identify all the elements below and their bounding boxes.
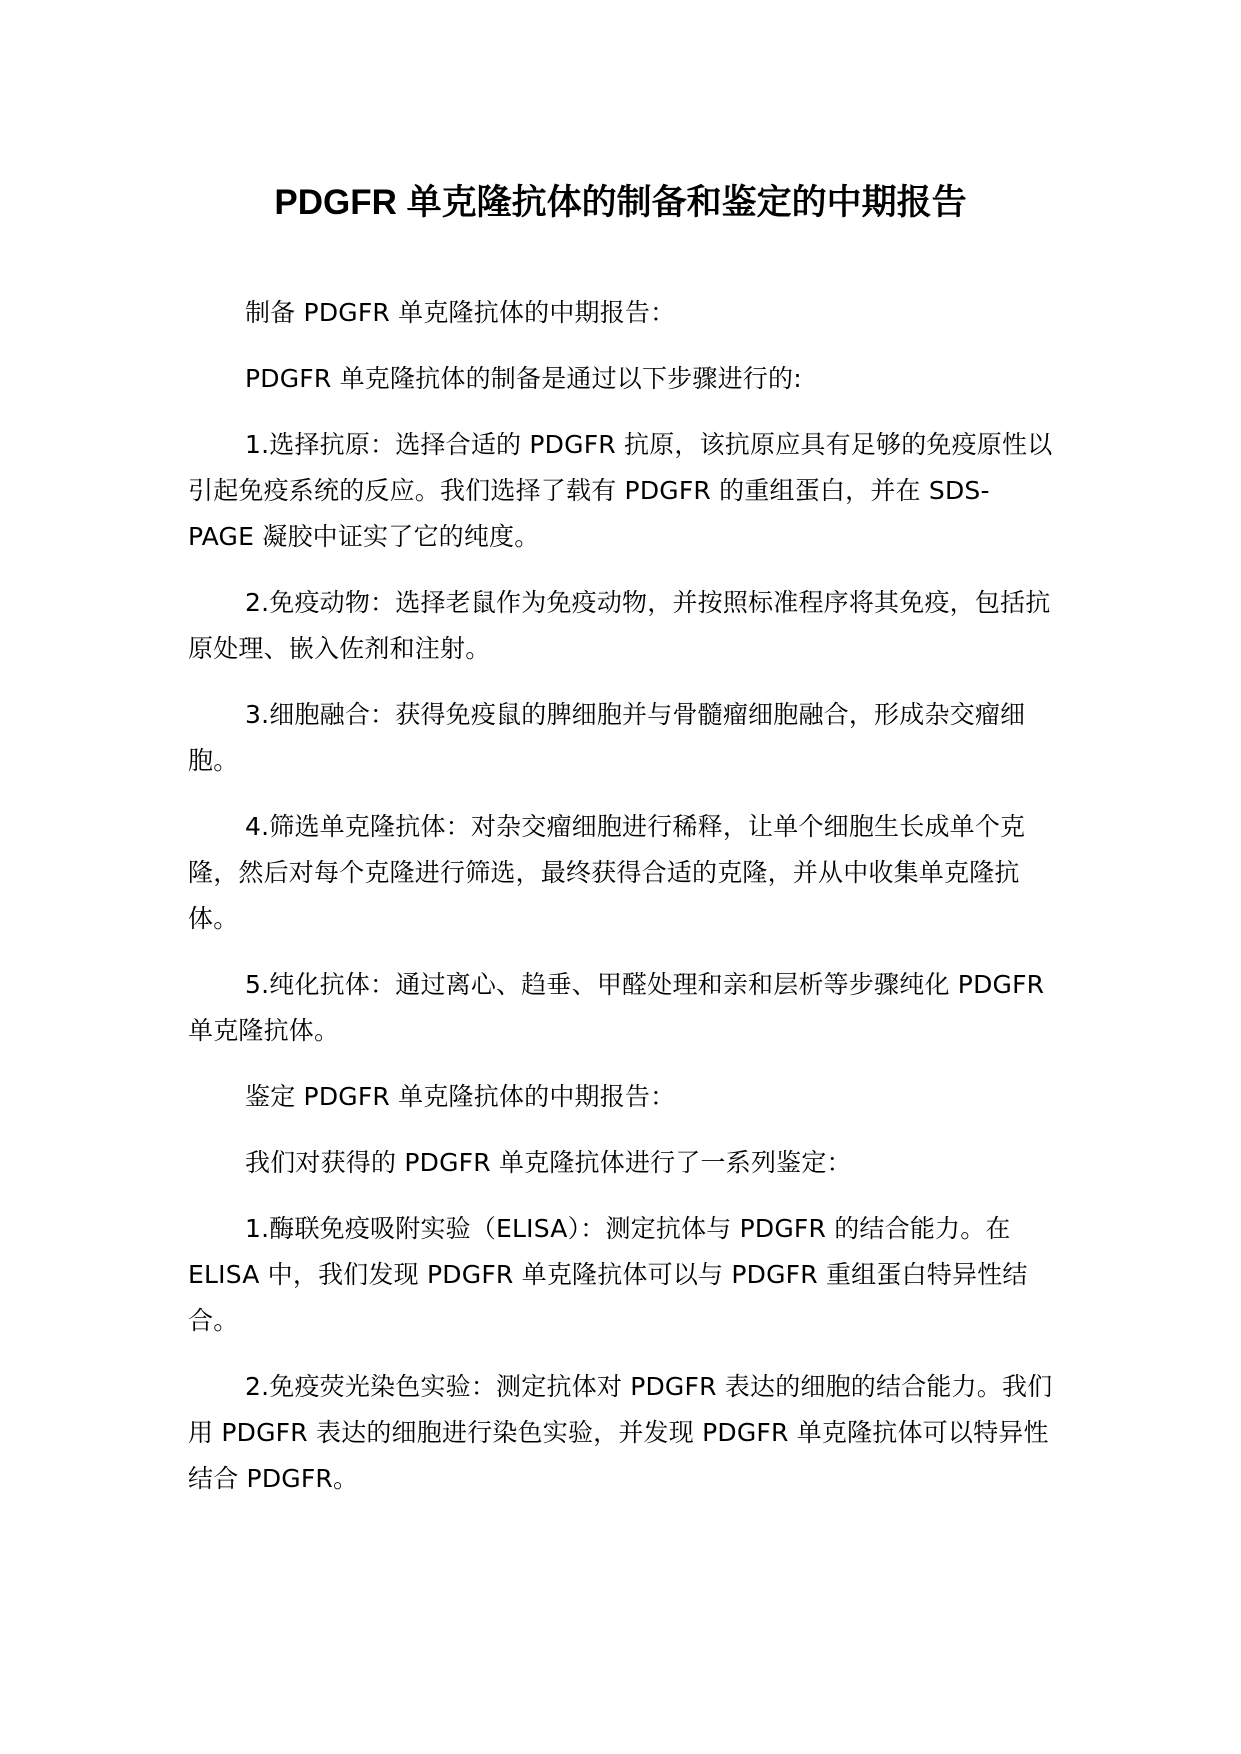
- paragraph-identify-intro: 我们对获得的 PDGFR 单克隆抗体进行了一系列鉴定：: [245, 1148, 852, 1177]
- document-title: PDGFR 单克隆抗体的制备和鉴定的中期报告: [274, 183, 967, 222]
- paragraph-step-purification: 5.纯化抗体：通过离心、趋垂、甲醛处理和亲和层析等步骤纯化 PDGFR 单克隆抗体。: [188, 970, 1045, 1045]
- document-body: [188, 290, 1054, 1522]
- paragraph-test-elisa: 1.酶联免疫吸附实验（ELISA）：测定抗体与 PDGFR 的结合能力。在 ELISA 中，我们发现 PDGFR 单克隆抗体可以与 PDGFR 重组蛋白特异性结合。: [188, 1214, 1028, 1335]
- paragraph-prep-heading: 制备 PDGFR 单克隆抗体的中期报告：: [245, 298, 676, 327]
- paragraph-identify-heading: 鉴定 PDGFR 单克隆抗体的中期报告：: [245, 1082, 676, 1111]
- paragraph-step-fusion: 3.细胞融合：获得免疫鼠的脾细胞并与骨髓瘤细胞融合，形成杂交瘤细胞。: [188, 700, 1026, 775]
- paragraph-test-immunofluorescence: 2.免疫荧光染色实验：测定抗体对 PDGFR 表达的细胞的结合能力。我们用 PDGFR 表达的细胞进行染色实验，并发现 PDGFR 单克隆抗体可以特异性结合 PDGFR。: [188, 1372, 1053, 1493]
- paragraph-step-screening: 4.筛选单克隆抗体：对杂交瘤细胞进行稀释，让单个细胞生长成单个克隆，然后对每个克隆进行筛选，最终获得合适的克隆，并从中收集单克隆抗体。: [188, 812, 1026, 933]
- paragraph-step-antigen: 1.选择抗原：选择合适的 PDGFR 抗原，该抗原应具有足够的免疫原性以引起免疫系统的反应。我们选择了载有 PDGFR 的重组蛋白，并在 SDS-PAGE 凝胶中证实了它的纯度。: [188, 430, 1053, 551]
- paragraph-step-immunize: 2.免疫动物：选择老鼠作为免疫动物，并按照标准程序将其免疫，包括抗原处理、嵌入佐剂和注射。: [188, 588, 1051, 663]
- paragraph-prep-intro: PDGFR 单克隆抗体的制备是通过以下步骤进行的:: [245, 364, 802, 393]
